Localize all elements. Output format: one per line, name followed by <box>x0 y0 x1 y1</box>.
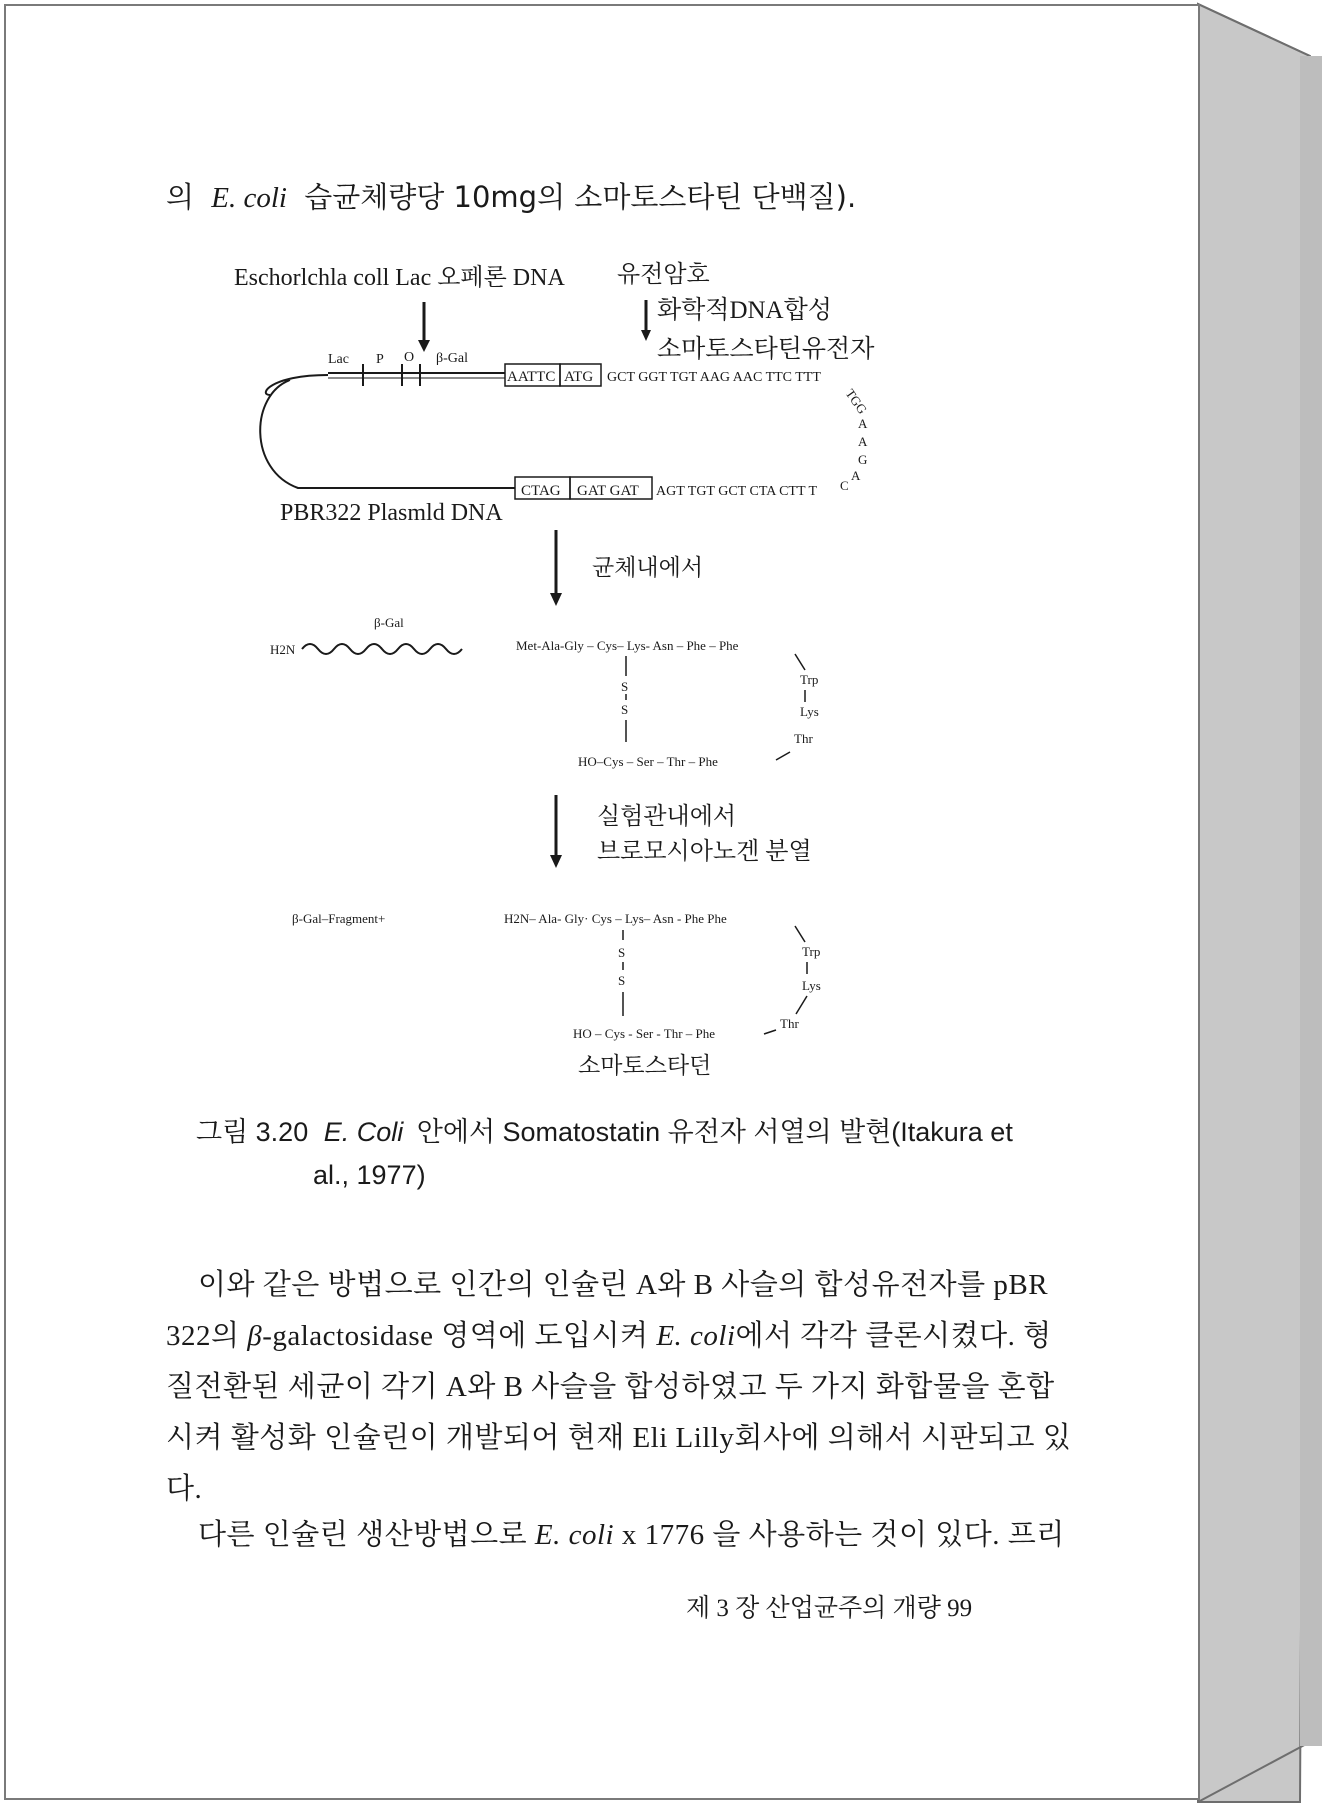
p1l2-species: E. coli <box>656 1320 736 1352</box>
chain2-bend-1 <box>795 926 805 942</box>
chain1-s2: S <box>621 702 629 717</box>
seq-bottom: AGT TGT GCT CTA CTT T <box>656 484 818 499</box>
in-vitro-label-1: 실험관내에서 <box>597 804 737 830</box>
bgal-top-label: β-Gal <box>436 351 468 366</box>
lac-label: Lac <box>328 352 349 367</box>
box-aattc-text: AATTC <box>507 369 556 385</box>
seq-right-tgg: TGG <box>842 386 871 417</box>
seq-right-a1: A <box>858 416 868 431</box>
chain2-trp: Trp <box>802 944 821 959</box>
chain2-thr: Thr <box>780 1016 799 1031</box>
chain2-top: H2N– Ala- Gly· Cys – Lys– Asn - Phe Phe <box>504 911 727 926</box>
fragment-label: β-Gal–Fragment+ <box>292 911 386 926</box>
paragraph1-line1: 이와 같은 방법으로 인간의 인슐린 A와 B 사슬의 합성유전자를 pBR <box>198 1269 1049 1301</box>
arrow-in-vitro-head <box>550 855 562 868</box>
somato-gene-label: 소마토스타틴유전자 <box>657 336 875 363</box>
chain1-bottom: HO–Cys – Ser – Thr – Phe <box>578 754 718 769</box>
chain1-top: Met-Ala-Gly – Cys– Lys- Asn – Phe – Phe <box>516 638 739 653</box>
chain1-trp: Trp <box>800 672 819 687</box>
seq-right-c: C <box>840 478 849 493</box>
gene-code-label: 유전암호 <box>617 262 710 288</box>
paragraph1-line5: 다. <box>166 1473 203 1505</box>
chem-synth-label: 화학적DNA합성 <box>657 297 832 324</box>
caption-text: 안에서 Somatostatin 유전자 서열의 발현(Itakura et <box>416 1117 1013 1147</box>
chain2-bend-3 <box>764 1030 776 1034</box>
chain2-bend-2 <box>796 996 807 1014</box>
operon-label: Eschorlchla coll Lac 오페론 DNA <box>234 265 565 291</box>
chain1-s1: S <box>621 679 629 694</box>
top-species: E. coli <box>211 182 287 214</box>
p-label: P <box>376 352 384 367</box>
top-rest: 습균체량당 10mg의 소마토스타틴 단백질). <box>304 180 857 214</box>
chain2-bottom: HO – Cys - Ser - Thr – Phe <box>573 1026 716 1041</box>
p2-a: 다른 인슐린 생산방법으로 <box>198 1519 535 1551</box>
p1l2-beta: β <box>247 1320 263 1352</box>
top-prefix: 의 <box>166 180 195 214</box>
arrow-operon-head <box>418 340 430 352</box>
bgal-wave <box>302 644 462 654</box>
arrow-gene-head <box>641 330 651 341</box>
p1l2-c: -galactosidase 영역에 도입시켜 <box>262 1320 657 1352</box>
chain2-s2: S <box>618 973 626 988</box>
plasmid-loop <box>260 375 515 488</box>
figure-caption-line-1 <box>196 1110 1013 1149</box>
paragraph1-line2 <box>166 1313 1052 1354</box>
p2-species: E. coli <box>534 1519 615 1551</box>
chain2-lys: Lys <box>802 978 821 993</box>
fusion-h2n: H2N <box>270 642 296 657</box>
figure-caption-line-2 <box>313 1160 426 1191</box>
seq-right-g: G <box>858 452 868 467</box>
p2-b: x 1776 을 사용하는 것이 있다. 프리 <box>614 1519 1065 1551</box>
chain1-bend-2 <box>776 752 790 760</box>
paragraph1-line3: 질전환된 세균이 각기 A와 B 사슬을 합성하였고 두 가지 화합물을 혼합 <box>166 1371 1055 1403</box>
box-atg-text: ATG <box>564 369 594 385</box>
p1l2-d: 에서 각각 클론시켰다. 형 <box>735 1320 1052 1352</box>
box-gat-text: GAT GAT <box>577 483 639 499</box>
seq-right-a3: A <box>851 468 861 483</box>
caption-figure-number: 그림 3.20 <box>196 1117 309 1147</box>
paragraph2-line1 <box>198 1512 1065 1553</box>
somatostatin-label: 소마토스타던 <box>578 1053 712 1078</box>
p1l2-a: 322의 <box>166 1320 248 1352</box>
fusion-bgal-label: β-Gal <box>374 615 404 630</box>
chain1-thr: Thr <box>794 731 813 746</box>
plasmid-label: PBR322 Plasmld DNA <box>280 500 503 526</box>
chain2-s1: S <box>618 945 626 960</box>
o-label: O <box>404 350 415 365</box>
caption-citation: al., 1977) <box>313 1160 426 1190</box>
chain1-lys: Lys <box>800 704 819 719</box>
in-cell-label: 균체내에서 <box>592 555 704 580</box>
seq-top: GCT GGT TGT AAG AAC TTC TTT <box>607 370 821 385</box>
page-footer: 제 3 장 산업균주의 개량 99 <box>686 1595 973 1622</box>
box-ctag-text: CTAG <box>521 483 561 499</box>
paragraph1-line4: 시켜 활성화 인슐린이 개발되어 현재 Eli Lilly회사에 의해서 시판되고 있 <box>166 1422 1072 1454</box>
caption-species: E. Coli <box>323 1117 404 1147</box>
arrow-in-cell-head <box>550 593 562 606</box>
seq-right-a2: A <box>858 434 868 449</box>
in-vitro-label-2: 브로모시아노겐 분열 <box>597 839 812 865</box>
chain1-bend-1 <box>795 654 805 670</box>
